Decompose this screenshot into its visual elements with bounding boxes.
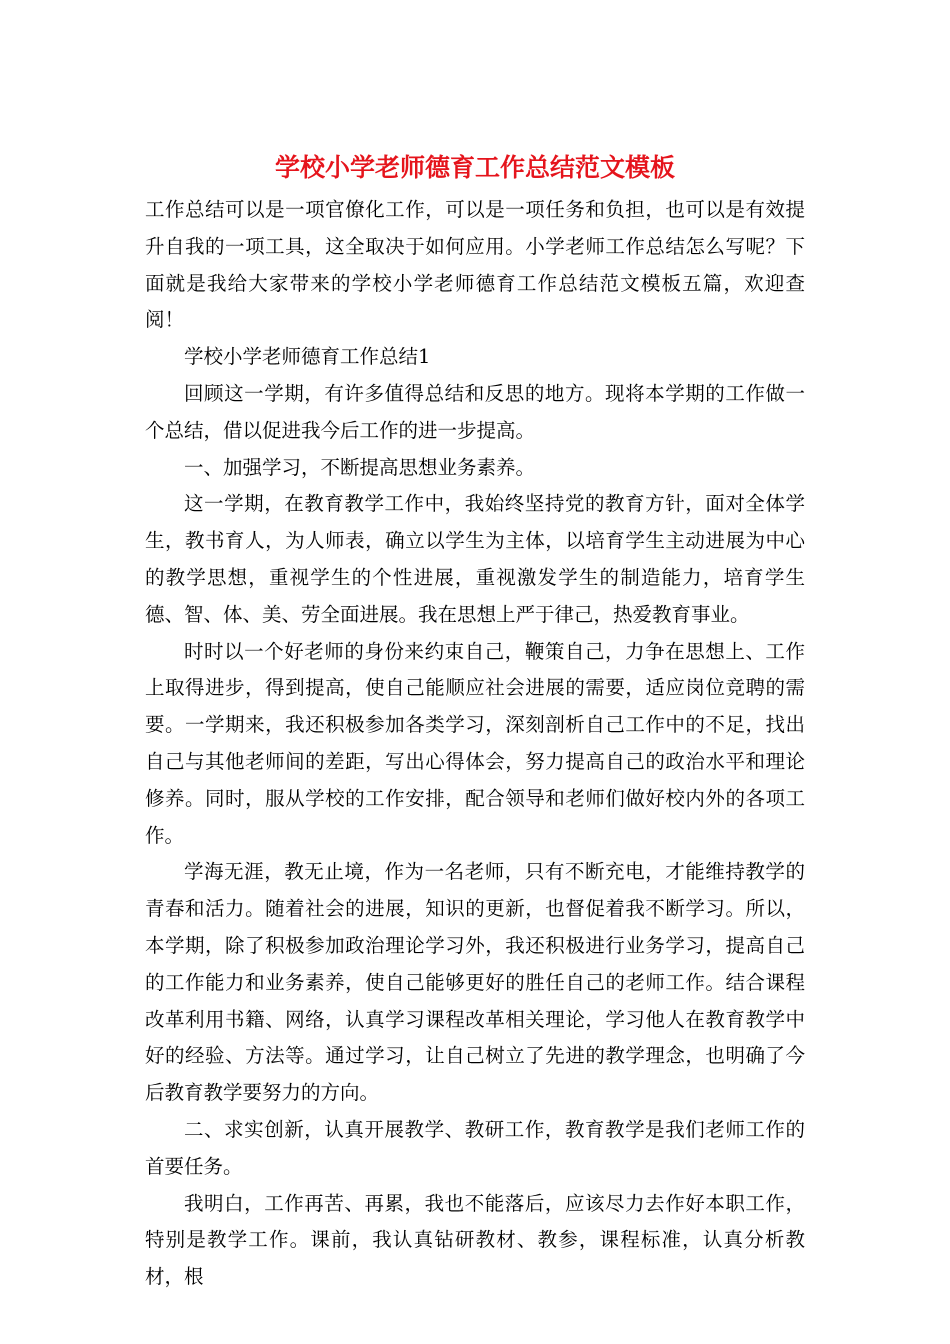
section-heading: 学校小学老师德育工作总结1 [184, 345, 431, 369]
subheading-paragraph: 一、加强学习，不断提高思想业务素养。 [184, 455, 536, 479]
document-title: 学校小学老师德育工作总结范文模板 [274, 153, 675, 182]
document-body [145, 192, 805, 1296]
body-paragraph: 回顾这一学期，有许多值得总结和反思的地方。现将本学期的工作做一个总结，借以促进我今后工作的进一步提高。 [145, 381, 805, 442]
body-paragraph: 学海无涯，教无止境，作为一名老师，只有不断充电，才能维持教学的青春和活力。随着社会的进展，知识的更新，也督促着我不断学习。所以，本学期，除了积极参加政治理论学习外，我还积极进行业务学习，提高自己的工作能力和业务素养，使自己能够更好的胜任自己的老师工作。结合课程改革利用书籍、网络，认真学习课程改革相关理论，学习他人在教育教学中好的经验、方法等。通过学习，让自己树立了先进的教学理念，也明确了今后教育教学要努力的方向。 [145, 860, 805, 1105]
body-paragraph: 这一学期，在教育教学工作中，我始终坚持党的教育方针，面对全体学生，教书育人，为人师表，确立以学生为主体，以培育学生主动进展为中心的教学思想，重视学生的个性进展，重视激发学生的制造能力，培育学生德、智、体、美、劳全面进展。我在思想上严于律己，热爱教育事业。 [145, 492, 805, 626]
body-paragraph: 我明白，工作再苦、再累，我也不能落后，应该尽力去作好本职工作，特别是教学工作。课前，我认真钻研教材、教参，课程标准，认真分析教材，根 [145, 1191, 805, 1289]
subheading-paragraph: 二、求实创新，认真开展教学、教研工作，教育教学是我们老师工作的首要任务。 [145, 1117, 805, 1178]
intro-paragraph: 工作总结可以是一项官僚化工作，可以是一项任务和负担，也可以是有效提升自我的一项工具，这全取决于如何应用。小学老师工作总结怎么写呢？下面就是我给大家带来的学校小学老师德育工作总结范文模板五篇，欢迎查阅！ [145, 198, 805, 332]
body-paragraph: 时时以一个好老师的身份来约束自己，鞭策自己，力争在思想上、工作上取得进步，得到提高，使自己能顺应社会进展的需要，适应岗位竞聘的需要。一学期来，我还积极参加各类学习，深刻剖析自己工作中的不足，找出自己与其他老师间的差距，写出心得体会，努力提高自己的政治水平和理论修养。同时，服从学校的工作安排，配合领导和老师们做好校内外的各项工作。 [145, 639, 805, 847]
